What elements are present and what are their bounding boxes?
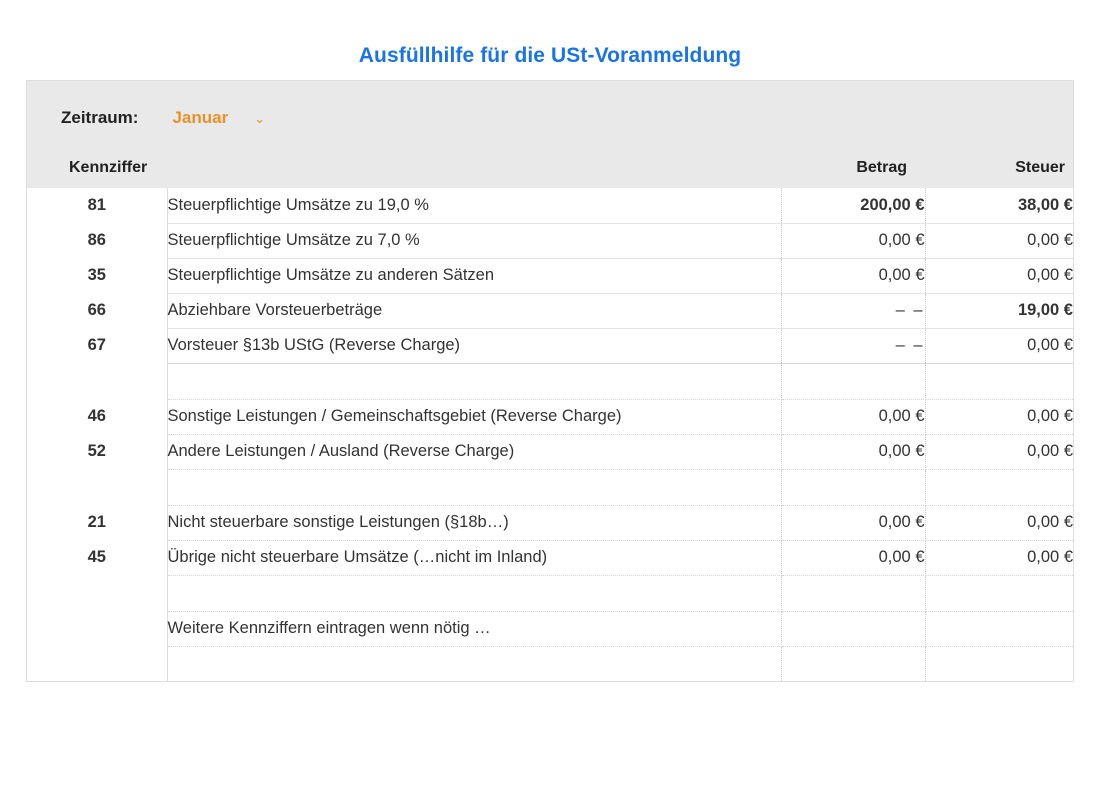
cell-steuer[interactable] xyxy=(925,611,1073,646)
ust-form-panel xyxy=(26,80,1074,682)
table-row[interactable] xyxy=(27,258,1073,293)
cell-description[interactable] xyxy=(167,469,781,505)
cell-steuer[interactable]: 0,00 € xyxy=(925,258,1073,293)
table-row[interactable] xyxy=(27,223,1073,258)
cell-kennziffer[interactable]: 52 xyxy=(27,434,167,469)
cell-steuer[interactable]: 19,00 € xyxy=(925,293,1073,328)
cell-betrag[interactable] xyxy=(781,646,925,681)
table-row[interactable] xyxy=(27,188,1073,223)
cell-kennziffer[interactable] xyxy=(27,363,167,399)
cell-description-placeholder[interactable]: Weitere Kennziffern eintragen wenn nötig … xyxy=(167,611,781,646)
table-row[interactable] xyxy=(27,399,1073,434)
cell-description[interactable]: Abziehbare Vorsteuerbeträge xyxy=(167,293,781,328)
cell-steuer[interactable]: 38,00 € xyxy=(925,188,1073,223)
cell-steuer[interactable] xyxy=(925,469,1073,505)
panel-header xyxy=(27,80,1073,188)
cell-description[interactable]: Steuerpflichtige Umsätze zu anderen Sätzen xyxy=(167,258,781,293)
cell-betrag[interactable]: – – xyxy=(781,293,925,328)
cell-betrag[interactable] xyxy=(781,363,925,399)
column-header-betrag: Betrag xyxy=(856,159,907,176)
cell-betrag[interactable]: 0,00 € xyxy=(781,258,925,293)
table-row[interactable] xyxy=(27,505,1073,540)
cell-kennziffer[interactable] xyxy=(27,469,167,505)
cell-steuer[interactable]: 0,00 € xyxy=(925,399,1073,434)
cell-steuer[interactable]: 0,00 € xyxy=(925,540,1073,575)
cell-steuer[interactable] xyxy=(925,575,1073,611)
cell-description[interactable]: Andere Leistungen / Ausland (Reverse Charge) xyxy=(167,434,781,469)
table-row[interactable] xyxy=(27,293,1073,328)
table-row[interactable] xyxy=(27,611,1073,646)
table-body xyxy=(27,188,1073,681)
table-row[interactable] xyxy=(27,469,1073,505)
kennziffer-table xyxy=(27,188,1073,681)
cell-kennziffer[interactable] xyxy=(27,575,167,611)
period-select-value[interactable]: Januar xyxy=(172,108,229,127)
cell-description[interactable] xyxy=(167,575,781,611)
cell-description[interactable]: Nicht steuerbare sonstige Leistungen (§18b…) xyxy=(167,505,781,540)
cell-betrag[interactable]: 0,00 € xyxy=(781,399,925,434)
cell-steuer[interactable] xyxy=(925,363,1073,399)
table-row[interactable] xyxy=(27,363,1073,399)
cell-betrag[interactable] xyxy=(781,611,925,646)
cell-kennziffer[interactable]: 46 xyxy=(27,399,167,434)
table-row[interactable] xyxy=(27,328,1073,363)
cell-kennziffer[interactable] xyxy=(27,646,167,681)
cell-betrag[interactable]: 0,00 € xyxy=(781,223,925,258)
cell-description[interactable]: Vorsteuer §13b UStG (Reverse Charge) xyxy=(167,328,781,363)
chevron-down-icon[interactable]: ⌄ xyxy=(254,110,266,126)
period-row xyxy=(27,81,1073,128)
cell-betrag[interactable] xyxy=(781,575,925,611)
table-row[interactable] xyxy=(27,575,1073,611)
cell-kennziffer[interactable]: 35 xyxy=(27,258,167,293)
cell-kennziffer[interactable]: 21 xyxy=(27,505,167,540)
table-row[interactable] xyxy=(27,434,1073,469)
cell-betrag[interactable]: 0,00 € xyxy=(781,540,925,575)
cell-betrag[interactable]: 0,00 € xyxy=(781,505,925,540)
cell-kennziffer[interactable]: 45 xyxy=(27,540,167,575)
cell-steuer[interactable] xyxy=(925,646,1073,681)
column-header-kennziffer: Kennziffer xyxy=(69,159,148,176)
column-header-steuer: Steuer xyxy=(1015,159,1065,176)
cell-kennziffer[interactable]: 86 xyxy=(27,223,167,258)
cell-description[interactable]: Steuerpflichtige Umsätze zu 19,0 % xyxy=(167,188,781,223)
cell-steuer[interactable]: 0,00 € xyxy=(925,328,1073,363)
table-row[interactable] xyxy=(27,646,1073,681)
cell-betrag[interactable] xyxy=(781,469,925,505)
cell-kennziffer[interactable]: 67 xyxy=(27,328,167,363)
period-label: Zeitraum: xyxy=(61,108,139,127)
cell-description[interactable]: Übrige nicht steuerbare Umsätze (…nicht im Inland) xyxy=(167,540,781,575)
cell-steuer[interactable]: 0,00 € xyxy=(925,434,1073,469)
cell-description[interactable] xyxy=(167,646,781,681)
cell-betrag[interactable]: 0,00 € xyxy=(781,434,925,469)
cell-steuer[interactable]: 0,00 € xyxy=(925,505,1073,540)
page-title: Ausfüllhilfe für die USt-Voranmeldung xyxy=(358,44,742,67)
table-row[interactable] xyxy=(27,540,1073,575)
cell-betrag[interactable]: – – xyxy=(781,328,925,363)
cell-description[interactable]: Steuerpflichtige Umsätze zu 7,0 % xyxy=(167,223,781,258)
cell-description[interactable]: Sonstige Leistungen / Gemeinschaftsgebiet (Reverse Charge) xyxy=(167,399,781,434)
cell-description[interactable] xyxy=(167,363,781,399)
cell-steuer[interactable]: 0,00 € xyxy=(925,223,1073,258)
cell-kennziffer[interactable]: 81 xyxy=(27,188,167,223)
cell-kennziffer[interactable]: 66 xyxy=(27,293,167,328)
cell-betrag[interactable]: 200,00 € xyxy=(781,188,925,223)
cell-kennziffer[interactable] xyxy=(27,611,167,646)
